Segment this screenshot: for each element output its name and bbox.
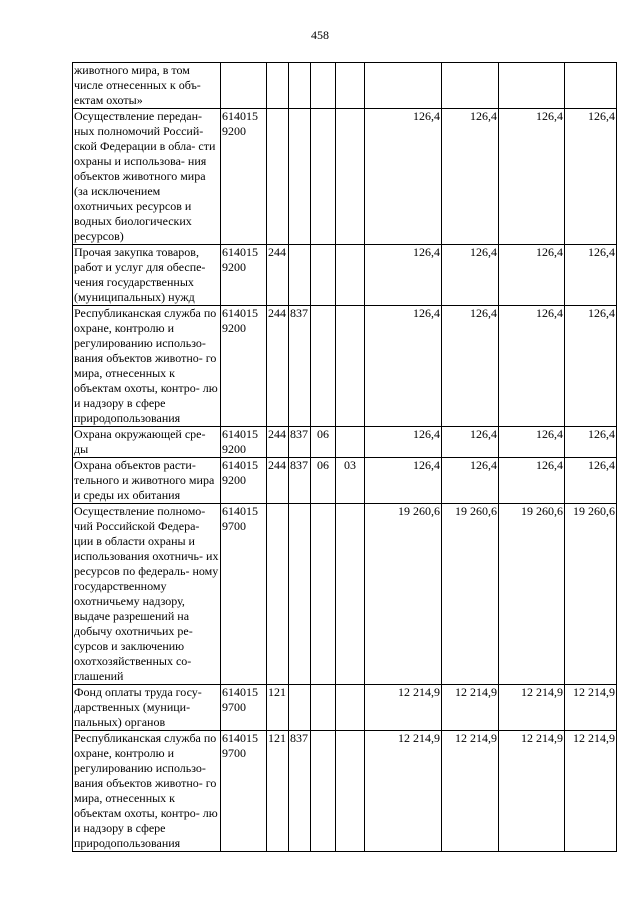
csr-cell: 614015 9700 [221, 731, 267, 852]
expense-type-cell: 121 [267, 685, 289, 731]
expense-type-cell [267, 504, 289, 685]
amount-1-cell: 126,4 [365, 427, 442, 458]
table-row [73, 109, 617, 245]
amount-2-cell: 126,4 [442, 427, 499, 458]
subsection-cell [336, 245, 365, 306]
amount-1-cell: 126,4 [365, 245, 442, 306]
expense-type-cell [267, 63, 289, 109]
subsection-cell [336, 427, 365, 458]
amount-3-cell: 126,4 [499, 427, 565, 458]
amount-4-cell: 126,4 [565, 245, 617, 306]
subsection-cell [336, 504, 365, 685]
section-cell: 06 [311, 458, 336, 504]
csr-cell [221, 63, 267, 109]
amount-2-cell: 126,4 [442, 245, 499, 306]
amount-4-cell: 126,4 [565, 427, 617, 458]
amount-2-cell: 12 214,9 [442, 731, 499, 852]
subsection-cell [336, 109, 365, 245]
amount-1-cell [365, 63, 442, 109]
subsection-cell [336, 731, 365, 852]
subsection-cell [336, 306, 365, 427]
row-name-cell: животного мира, в том числе отнесенных к объ- ектам охоты» [73, 63, 221, 109]
csr-cell: 614015 9200 [221, 306, 267, 427]
amount-2-cell: 126,4 [442, 109, 499, 245]
amount-4-cell: 126,4 [565, 458, 617, 504]
amount-1-cell: 126,4 [365, 458, 442, 504]
amount-3-cell: 126,4 [499, 306, 565, 427]
expense-type-cell [267, 109, 289, 245]
subsection-cell [336, 63, 365, 109]
expense-type-cell: 244 [267, 245, 289, 306]
csr-cell: 614015 9200 [221, 109, 267, 245]
amount-3-cell: 126,4 [499, 109, 565, 245]
section-cell: 06 [311, 427, 336, 458]
row-name-cell: Республиканская служба по охране, контролю и регулированию использо- вания объектов животно- го мира, отнесенных к объектам охоты, контро- лю и надзору в сфере природопользования [73, 731, 221, 852]
expense-type-cell: 244 [267, 306, 289, 427]
section-cell [311, 731, 336, 852]
table-row [73, 427, 617, 458]
table-row [73, 63, 617, 109]
amount-3-cell: 19 260,6 [499, 504, 565, 685]
row-name-cell: Прочая закупка товаров, работ и услуг для обеспе- чения государственных (муниципальных) нужд [73, 245, 221, 306]
section-cell [311, 306, 336, 427]
amount-3-cell: 12 214,9 [499, 685, 565, 731]
amount-2-cell [442, 63, 499, 109]
csr-cell: 614015 9200 [221, 427, 267, 458]
grbs-cell [289, 109, 311, 245]
amount-4-cell: 19 260,6 [565, 504, 617, 685]
row-name-cell: Республиканская служба по охране, контролю и регулированию использо- вания объектов животно- го мира, отнесенных к объектам охоты, контро- лю и надзору в сфере природопользования [73, 306, 221, 427]
amount-2-cell: 12 214,9 [442, 685, 499, 731]
grbs-cell [289, 685, 311, 731]
grbs-cell [289, 504, 311, 685]
section-cell [311, 504, 336, 685]
amount-3-cell [499, 63, 565, 109]
table-row [73, 504, 617, 685]
grbs-cell: 837 [289, 427, 311, 458]
row-name-cell: Осуществление передан- ных полномочий Россий- ской Федерации в обла- сти охраны и использова- ния объектов животного мира (за исключением охотничьих ресурсов и водных биологических ресурсов) [73, 109, 221, 245]
csr-cell: 614015 9700 [221, 685, 267, 731]
page-number: 458 [311, 28, 329, 42]
table-row [73, 731, 617, 852]
table-row [73, 458, 617, 504]
grbs-cell: 837 [289, 731, 311, 852]
amount-4-cell: 12 214,9 [565, 685, 617, 731]
expense-type-cell: 121 [267, 731, 289, 852]
expense-type-cell: 244 [267, 458, 289, 504]
amount-3-cell: 126,4 [499, 245, 565, 306]
row-name-cell: Фонд оплаты труда госу- дарственных (муници- пальных) органов [73, 685, 221, 731]
amount-1-cell: 19 260,6 [365, 504, 442, 685]
amount-2-cell: 126,4 [442, 458, 499, 504]
amount-1-cell: 12 214,9 [365, 685, 442, 731]
amount-1-cell: 126,4 [365, 306, 442, 427]
amount-1-cell: 12 214,9 [365, 731, 442, 852]
amount-1-cell: 126,4 [365, 109, 442, 245]
section-cell [311, 685, 336, 731]
csr-cell: 614015 9200 [221, 458, 267, 504]
amount-2-cell: 126,4 [442, 306, 499, 427]
expense-type-cell: 244 [267, 427, 289, 458]
amount-3-cell: 12 214,9 [499, 731, 565, 852]
grbs-cell: 837 [289, 306, 311, 427]
table-row [73, 245, 617, 306]
amount-4-cell: 12 214,9 [565, 731, 617, 852]
row-name-cell: Осуществление полномо- чий Российской Федера- ции в области охраны и использования охотничь- их ресурсов по федераль- ному государственному охотничьему надзору, выдаче разрешений на добычу охотничьих ре- сурсов и заключению охотхозяйственных со- глашений [73, 504, 221, 685]
amount-3-cell: 126,4 [499, 458, 565, 504]
csr-cell: 614015 9200 [221, 245, 267, 306]
section-cell [311, 109, 336, 245]
amount-4-cell: 126,4 [565, 109, 617, 245]
budget-table [72, 62, 617, 852]
row-name-cell: Охрана объектов расти- тельного и животного мира и среды их обитания [73, 458, 221, 504]
table-row [73, 306, 617, 427]
section-cell [311, 245, 336, 306]
subsection-cell: 03 [336, 458, 365, 504]
table-row [73, 685, 617, 731]
grbs-cell [289, 63, 311, 109]
csr-cell: 614015 9700 [221, 504, 267, 685]
row-name-cell: Охрана окружающей сре- ды [73, 427, 221, 458]
subsection-cell [336, 685, 365, 731]
grbs-cell [289, 245, 311, 306]
grbs-cell: 837 [289, 458, 311, 504]
amount-2-cell: 19 260,6 [442, 504, 499, 685]
section-cell [311, 63, 336, 109]
amount-4-cell: 126,4 [565, 306, 617, 427]
amount-4-cell [565, 63, 617, 109]
